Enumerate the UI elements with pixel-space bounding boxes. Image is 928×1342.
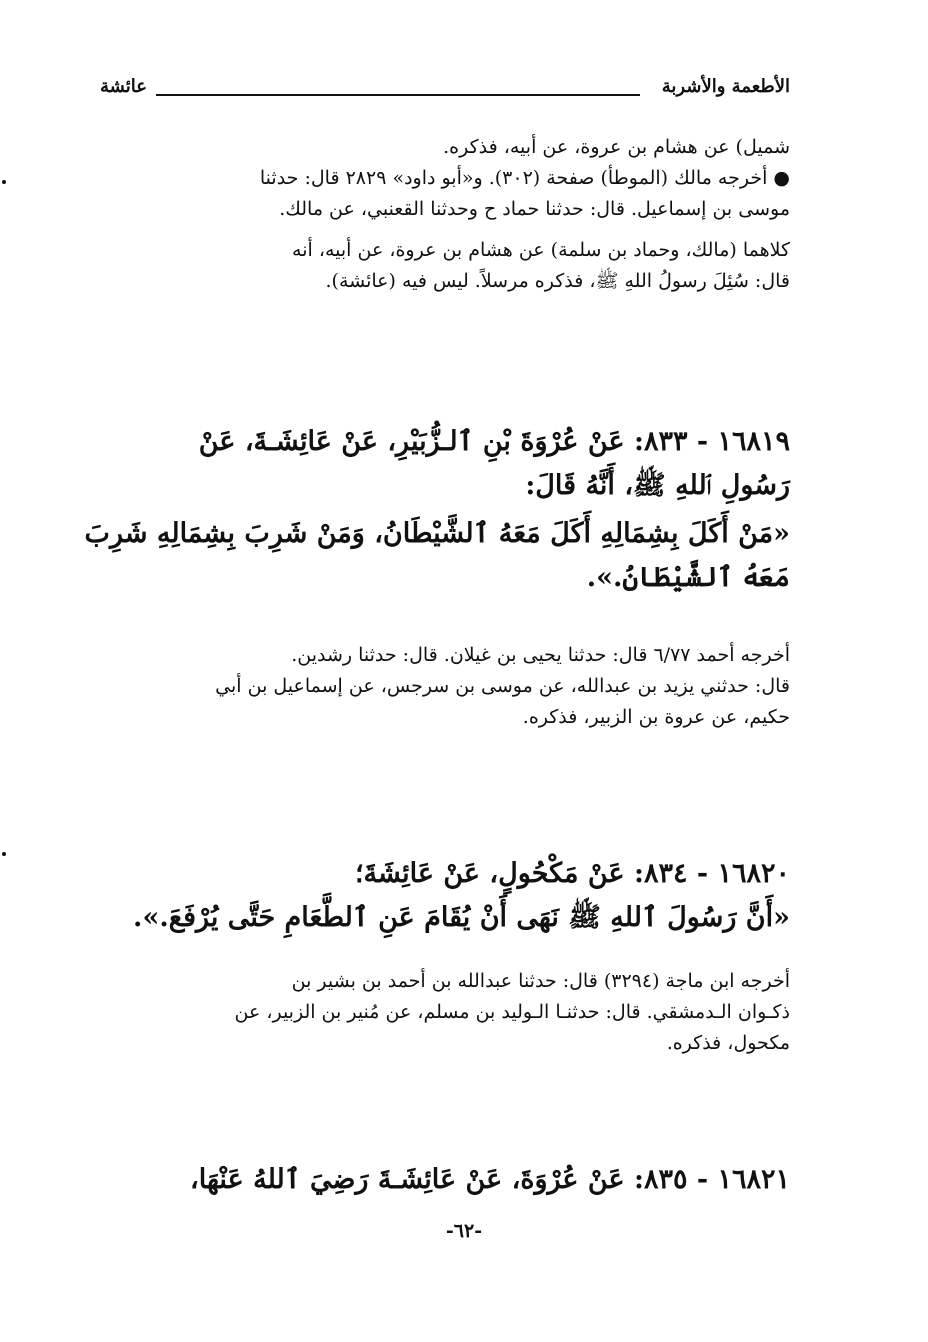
narrator-title: عائشة xyxy=(100,76,147,97)
note-line: أخرجه أحمد ٦/٧٧ قال: حدثنا يحيى بن غيلان. قال: حدثنا رشدين. xyxy=(291,644,790,666)
note-line: كلاهما (مالك، وحماد بن سلمة) عن هشام بن عروة، عن أبيه، أنه xyxy=(292,239,790,261)
hadith-833 xyxy=(84,420,790,600)
hadith-line: مَعَهُ ٱلشَّيْطَانُ.». xyxy=(586,562,790,593)
running-header xyxy=(100,72,790,108)
note-line: مكحول، فذكره. xyxy=(666,1032,790,1054)
takhrij-note-3 xyxy=(100,966,790,1059)
hadith-835 xyxy=(100,1158,790,1202)
hadith-834 xyxy=(100,852,790,940)
note-line: ● أخرجه مالك (الموطأ) صفحة (٣٠٢). و«أبو داود» ٢٨٢٩ قال: حدثنا xyxy=(259,167,790,189)
hadith-line: ١٦٨١٩ - ٨٣٣: عَنْ عُرْوَةَ بْنِ ٱلـزُّبَيْرِ، عَنْ عَائِشَـةَ، عَنْ xyxy=(198,426,790,457)
note-line: قال: سُئِلَ رسولُ اللهِ ﷺ، فذكره مرسلاً. ليس فيه (عائشة). xyxy=(325,270,790,292)
note-line: شميل) عن هشام بن عروة، عن أبيه، فذكره. xyxy=(443,136,790,158)
note-line: قال: حدثني يزيد بن عبدالله، عن موسى بن سرجس، عن إسماعيل بن أبي xyxy=(215,675,790,697)
page-number: -٦٢- xyxy=(445,1220,483,1242)
note-line: حكيم، عن عروة بن الزبير، فذكره. xyxy=(522,706,790,728)
margin-mark xyxy=(2,180,6,184)
takhrij-note-1 xyxy=(140,132,790,297)
hadith-line: ١٦٨٢١ - ٨٣٥: عَنْ عُرْوَةَ، عَنْ عَائِشَـةَ رَضِيَ ٱللهُ عَنْهَا، xyxy=(190,1164,790,1195)
hadith-line: ١٦٨٢٠ - ٨٣٤: عَنْ مَكْحُولٍ، عَنْ عَائِشَةَ؛ xyxy=(354,858,790,889)
hadith-line: «مَنْ أَكَلَ بِشِمَالِهِ أَكَلَ مَعَهُ ٱلشَّيْطَانُ، وَمَنْ شَرِبَ بِشِمَالِهِ شَرِبَ xyxy=(84,518,790,549)
note-line: موسى بن إسماعيل. قال: حدثنا حماد ح وحدثنا القعنبي، عن مالك. xyxy=(279,198,790,220)
hadith-line: «أَنَّ رَسُولَ ٱللهِ ﷺ نَهَى أَنْ يُقَامَ عَنِ ٱلطَّعَامِ حَتَّى يُرْفَعَ.». xyxy=(133,902,790,933)
margin-mark xyxy=(2,852,6,856)
hadith-line: رَسُولِ ٱللهِ ﷺ، أَنَّهُ قَالَ: xyxy=(525,470,790,501)
header-rule xyxy=(156,94,640,96)
note-line: أخرجه ابن ماجة (٣٢٩٤) قال: حدثنا عبدالله بن أحمد بن بشير بن xyxy=(291,970,790,992)
takhrij-note-2 xyxy=(100,640,790,733)
section-title: الأطعمة والأشربة xyxy=(661,76,790,97)
note-line: ذكـوان الـدمشقي. قال: حدثنـا الـوليد بن مسلم، عن مُنير بن الزبير، عن xyxy=(234,1001,790,1023)
